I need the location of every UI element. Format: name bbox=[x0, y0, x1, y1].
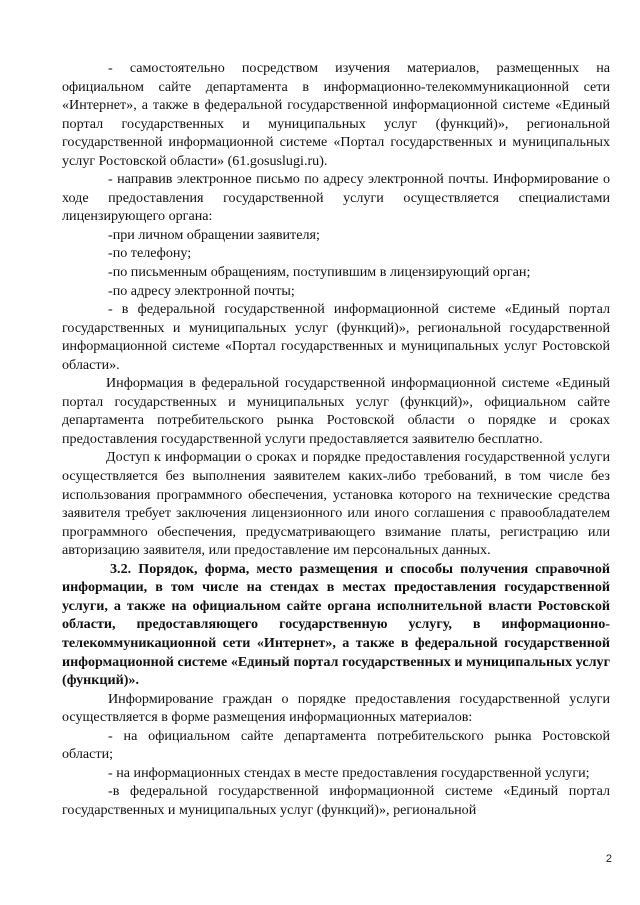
list-item-in-person: -при личном обращении заявителя; bbox=[108, 226, 320, 243]
list-item-stands: - на информационных стендах в месте предоставления государственной услуги; bbox=[108, 764, 590, 781]
list-item-official-site: - на официальном сайте департамента потребительского рынка Ростовской области; bbox=[62, 727, 610, 763]
paragraph-email: - направив электронное письмо по адресу электронной почты. Информирование о ходе предоставления государственной услуги осуществляется специалистами лицензирующего органа: bbox=[62, 171, 610, 225]
paragraph-self-study: - самостоятельно посредством изучения материалов, размещенных на официальном сайте департамента в информационно-телекоммуникационной сети «Интернет», а также в федеральной государственной информационной системе «Единый портал государственных и муниципальных услуг (функций)», региональной государственной информационной системе «Портал государственных и муниципальных услуг Ростовской области» (61.gosuslugi.ru). bbox=[62, 60, 610, 169]
section-heading-3-2: 3.2. Порядок, форма, место размещения и способы получения справочной информации, в том числе на стендах в местах предоставления государственной услуги, а также на официальном сайте органа исполнительной власти Ростовской области, предоставляющего государственную услугу, в информационно-телекоммуникационной сети «Интернет», а также в федеральной государственной информационной системе «Единый портал государственных и муниципальных услуг (функций)». bbox=[62, 560, 610, 689]
list-item-email: -по адресу электронной почты; bbox=[108, 282, 295, 299]
document-body bbox=[62, 59, 610, 819]
paragraph-access: Доступ к информации о сроках и порядке предоставления государственной услуги осуществляется без выполнения заявителем каких-либо требований, в том числе без использования программного обеспечения, установка которого на технические средства заявителя требует заключения лицензионного или иного соглашения с правообладателем программного обеспечения, предусматривающего взимание платы, регистрацию или авторизацию заявителя, или предоставление им персональных данных. bbox=[62, 449, 610, 559]
list-item-federal-portal: -в федеральной государственной информационной системе «Единый портал государственных и муниципальных услуг (функций)», региональной bbox=[62, 783, 610, 818]
paragraph-free-info: Информация в федеральной государственной информационной системе «Единый портал государственных и муниципальных услуг (функций)», официальном сайте департамента потребительского рынка Ростовской области о порядке и сроках предоставления государственной услуги предоставляется заявителю бесплатно. bbox=[62, 375, 610, 447]
list-item-portal: - в федеральной государственной информационной системе «Единый портал государственных и муниципальных услуг (функций)», региональной государственной информационной системе «Портал государственных и муниципальных услуг Ростовской области». bbox=[62, 301, 610, 373]
paragraph-informing: Информирование граждан о порядке предоставления государственной услуги осуществляется в форме размещения информационных материалов: bbox=[62, 690, 610, 726]
page-number: 2 bbox=[605, 853, 612, 865]
list-item-phone: -по телефону; bbox=[108, 245, 192, 262]
list-item-written: -по письменным обращениям, поступившим в лицензирующий орган; bbox=[108, 264, 531, 281]
